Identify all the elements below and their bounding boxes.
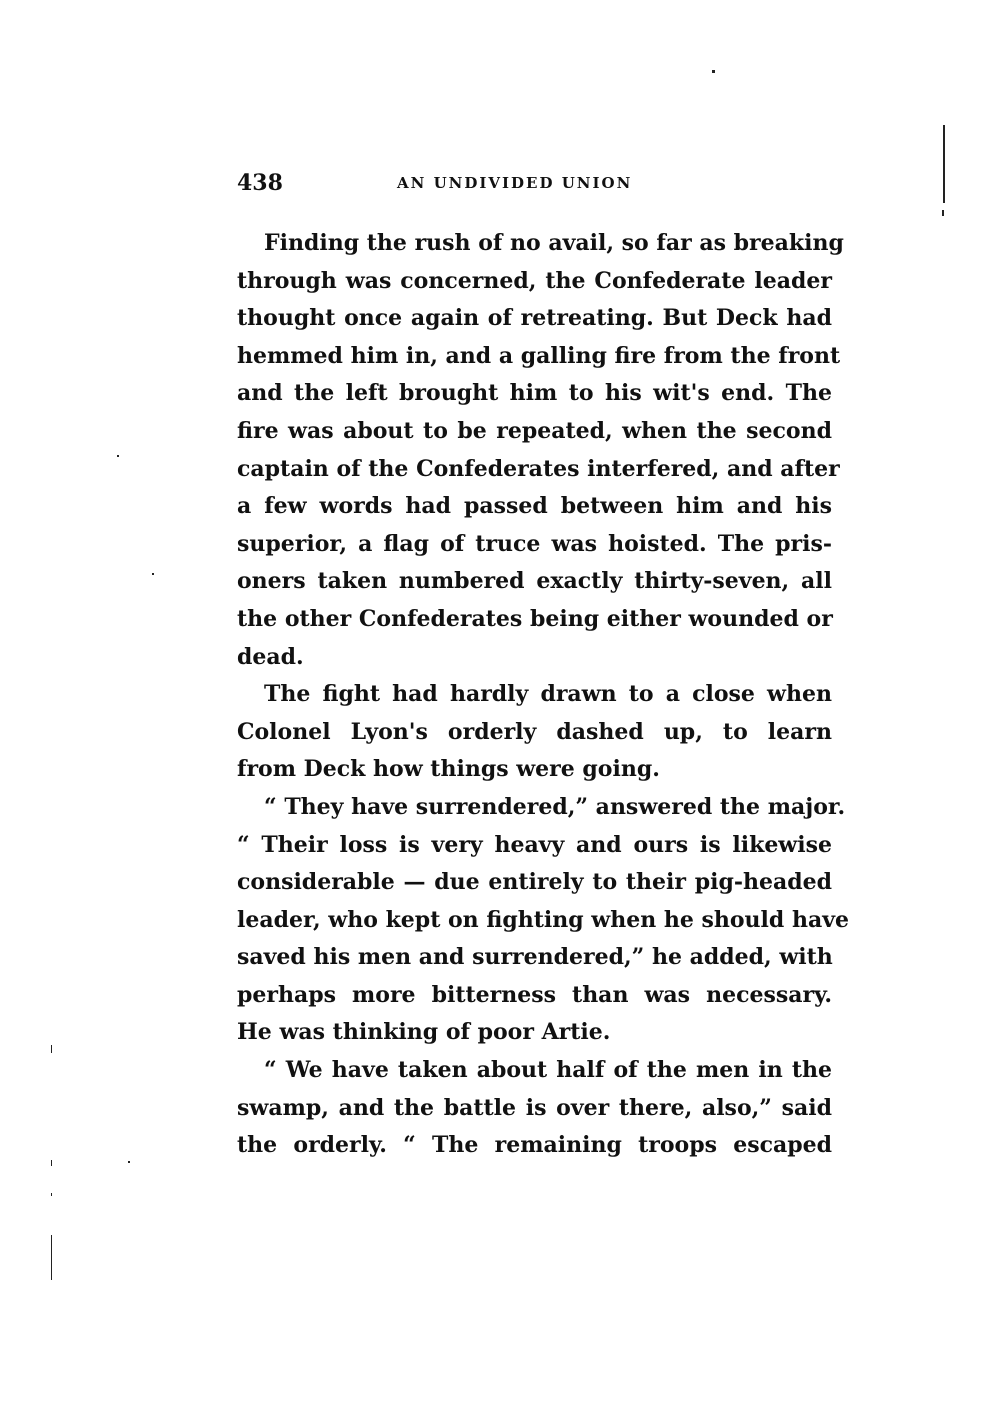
scan-artifact-mark	[51, 1235, 52, 1280]
text-line: hemmed him in, and a galling fire from the front	[237, 342, 841, 369]
text-line: Finding the rush of no avail, so far as breaking	[264, 230, 844, 256]
scan-artifact-mark	[117, 455, 119, 457]
text-line: Colonel Lyon's orderly dashed up, to learn	[237, 718, 832, 745]
text-line: “ They have surrendered,” answered the major.	[264, 793, 846, 820]
text-line: fire was about to be repeated, when the second	[237, 417, 832, 444]
text-line: dead.	[237, 643, 304, 670]
text-line: swamp, and the battle is over there, also,” said	[237, 1094, 832, 1121]
text-line: oners taken numbered exactly thirty-seven, all	[237, 568, 832, 595]
text-line: The fight had hardly drawn to a close when	[264, 681, 832, 708]
scan-artifact-mark	[51, 1160, 52, 1166]
text-line: saved his men and surrendered,” he added, with	[237, 944, 833, 971]
scan-artifact-mark	[152, 573, 154, 575]
text-line: superior, a flag of truce was hoisted. The pris-	[237, 530, 832, 557]
text-line: “ Their loss is very heavy and ours is likewise	[237, 831, 832, 858]
running-title: AN UNDIVIDED UNION	[397, 174, 633, 192]
text-line: considerable — due entirely to their pig-headed	[237, 869, 832, 896]
scan-artifact-mark	[943, 125, 945, 203]
page-number: 438	[237, 170, 283, 196]
scan-artifact-mark	[942, 210, 944, 216]
page-header	[237, 170, 837, 200]
scan-artifact-mark	[128, 1161, 130, 1163]
scan-artifact-mark	[712, 70, 715, 73]
text-line: captain of the Confederates interfered, and after	[237, 455, 840, 482]
text-line: a few words had passed between him and his	[237, 493, 832, 520]
text-line: the orderly. “ The remaining troops escaped	[237, 1132, 832, 1159]
body-text	[237, 225, 849, 1165]
text-line: He was thinking of poor Artie.	[237, 1019, 611, 1046]
text-line: “ We have taken about half of the men in the	[264, 1057, 832, 1084]
text-line: through was concerned, the Confederate leader	[237, 267, 832, 294]
text-line: from Deck how things were going.	[237, 756, 660, 783]
text-line: perhaps more bitterness than was necessary.	[237, 981, 832, 1008]
text-line: thought once again of retreating. But Deck had	[237, 305, 832, 332]
scan-artifact-mark	[51, 1193, 52, 1196]
scan-artifact-mark	[51, 1045, 52, 1053]
text-line: leader, who kept on fighting when he should have	[237, 906, 849, 933]
text-line: the other Confederates being either wounded or	[237, 605, 833, 632]
text-line: and the left brought him to his wit's end. The	[237, 380, 832, 407]
